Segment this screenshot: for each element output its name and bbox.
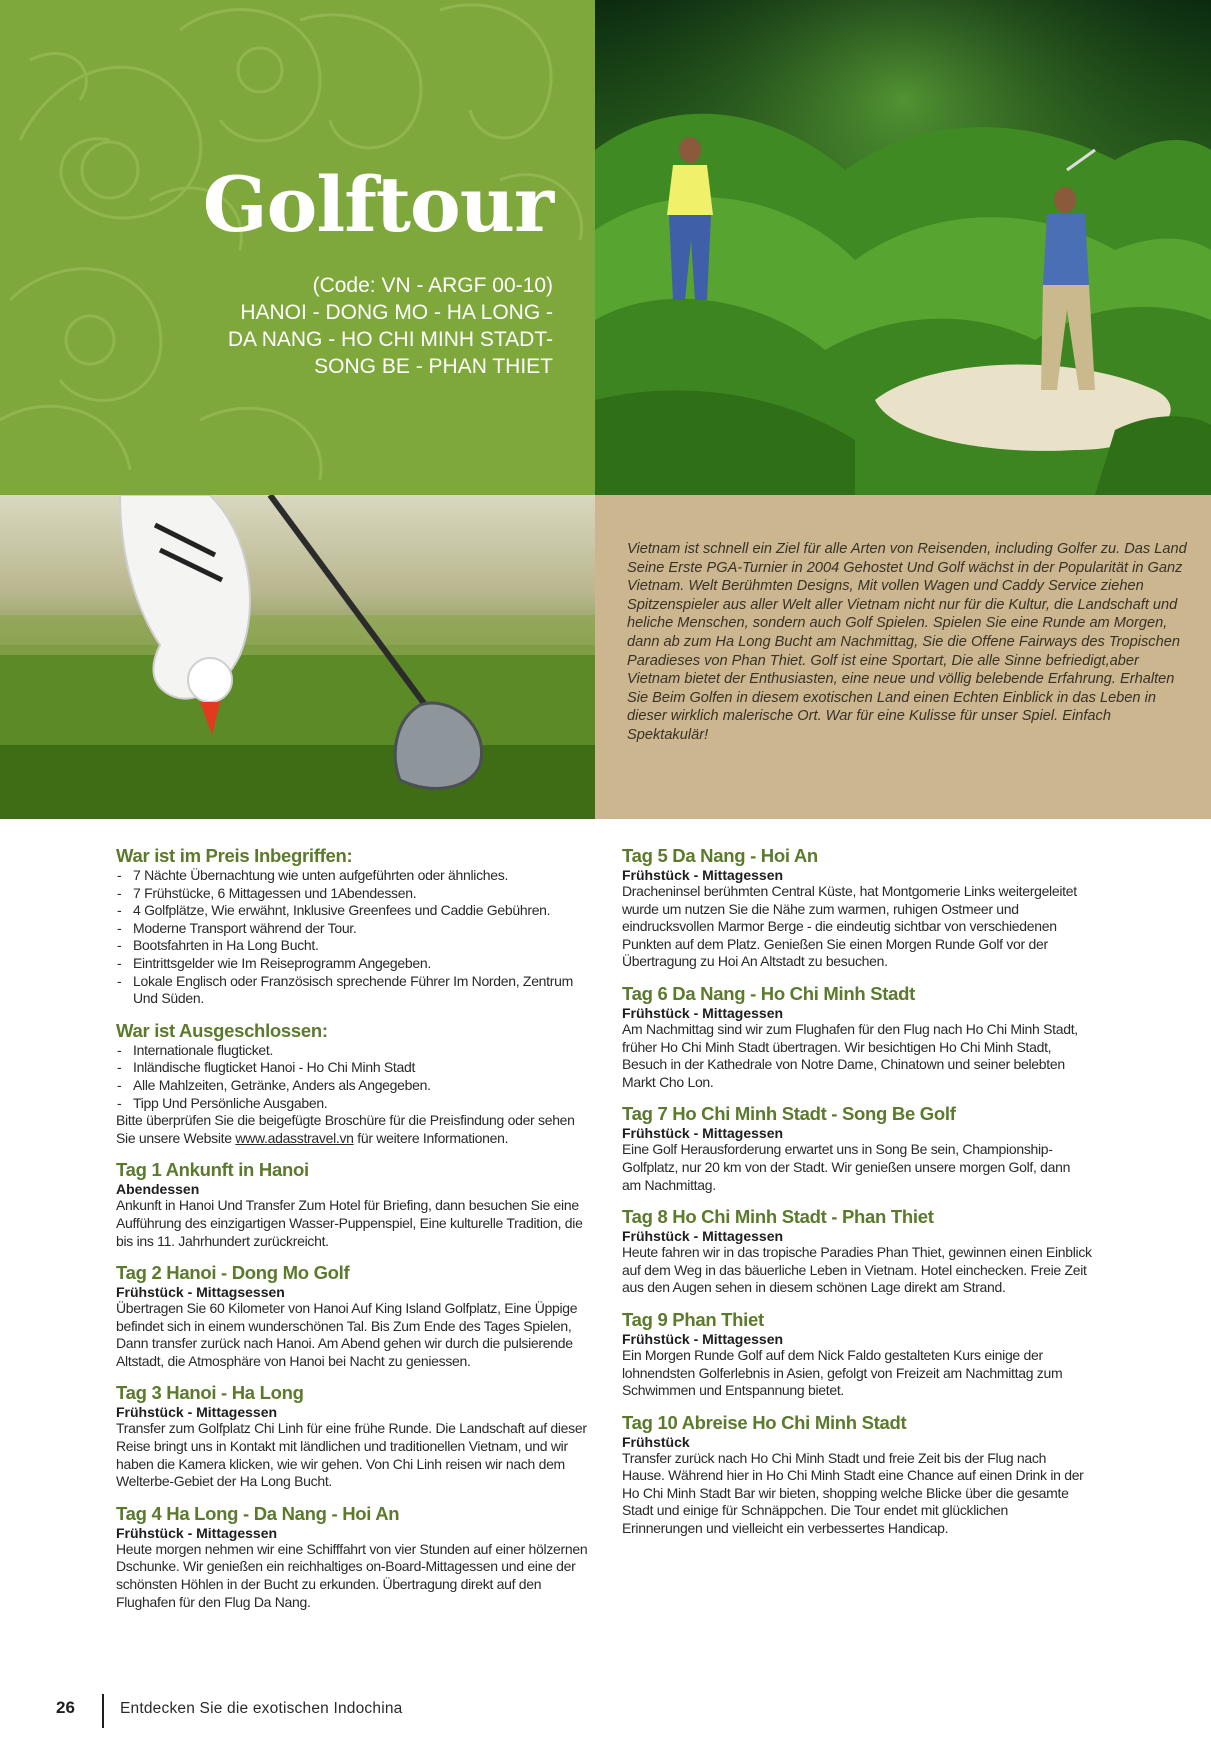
left-column — [116, 845, 596, 1611]
day-5 — [622, 845, 1092, 971]
day-description: Übertragen Sie 60 Kilometer von Hanoi Auf King Island Golfplatz, Eine Üppige befindet sich in einem wunderschönen Tal. Bis Zum Ende des Tages Spielen, Dann transfer zurück nach Hanoi. Am Abend gehen wir durch die pulsierende Altstadt, die Atmosphäre von Hanoi bei Nacht zu geniessen. — [116, 1300, 578, 1369]
list-item: - Internationale flugticket. — [116, 1042, 596, 1060]
day-meals: Frühstück - Mittagessen — [622, 1004, 784, 1021]
day-title: Tag 8 Ho Chi Minh Stadt - Phan Thiet — [622, 1206, 934, 1228]
day-description: Heute fahren wir in das tropische Paradies Phan Thiet, gewinnen einen Einblick auf dem Weg in das bäuerliche Leben in Vietnam. Hotel einchecken. Freie Zeit aus den Augen sehen in diesem schönen Lage direkt am Strand. — [622, 1244, 1092, 1296]
day-title: Tag 9 Phan Thiet — [622, 1308, 764, 1330]
day-title: Tag 3 Hanoi - Ha Long — [116, 1382, 304, 1404]
list-item: - Inländische flugticket Hanoi - Ho Chi Minh Stadt — [116, 1059, 596, 1077]
list-item: - Bootsfahrten in Ha Long Bucht. — [116, 937, 596, 955]
website-link[interactable]: www.adasstravel.vn — [235, 1129, 354, 1146]
day-description: Transfer zurück nach Ho Chi Minh Stadt und freie Zeit bis der Flug nach Hause. Während hier in Ho Chi Minh Stadt eine Chance auf einen Drink in der Ho Chi Minh Stadt Bar wir bieten, shopping welche Blicke über die gesamte Stadt und einige für Schnäppchen. Die Tour endet mit glücklichen Erinnerungen und vielleicht ein verbessertes Handicap. — [622, 1449, 1084, 1537]
golf-course-illustration — [595, 0, 1211, 495]
list-item: - 4 Golfplätze, Wie erwähnt, Inklusive Greenfees und Caddie Gebühren. — [116, 902, 596, 920]
day-8 — [622, 1206, 1092, 1297]
day-4 — [116, 1503, 596, 1611]
list-item: - Lokale Englisch oder Französisch sprechende Führer Im Norden, Zentrum Und Süden. — [116, 973, 596, 1008]
day-description: Eine Golf Herausforderung erwartet uns in Song Be sein, Championship-Golfplatz, nur 20 km von der Stadt. Wir genießen unsere morgen Golf, dann am Nachmittag. — [622, 1141, 1071, 1193]
list-item: - Eintrittsgelder wie Im Reiseprogramm Angegeben. — [116, 955, 596, 973]
day-title: Tag 1 Ankunft in Hanoi — [116, 1159, 309, 1181]
route-line: SONG BE - PHAN THIET — [314, 355, 553, 378]
pricing-note-text: Bitte überprüfen Sie die beigefügte Broschüre für die Preisfindung oder sehen Sie unsere Website — [116, 1112, 575, 1146]
day-description: Transfer zum Golfplatz Chi Linh für eine frühe Runde. Die Landschaft auf dieser Reise bringt uns in Kontakt mit ländlichen und traditionellen Vietnam, und wir haben die Kamera klicken, wie wir gehen. Von Chi Linh reisen wir nach dem Welterbe-Gebiet der Ha Long Bucht. — [116, 1420, 587, 1490]
day-title: Tag 10 Abreise Ho Chi Minh Stadt — [622, 1411, 907, 1433]
page-title: Golftour — [202, 160, 553, 249]
day-description: Heute morgen nehmen wir eine Schifffahrt von vier Stunden auf einer hölzernen Dschunke. Wir genießen ein reichhaltiges on-Board-Mittagessen und eine der schönsten Höhlen in der Bucht zu erkunden. Übertragung direkt auf den Flughafen für den Flug Da Nang. — [116, 1540, 588, 1610]
day-meals: Frühstück - Mittagessen — [622, 1125, 784, 1142]
excluded-list — [116, 1042, 596, 1112]
list-item: - 7 Nächte Übernachtung wie unten aufgeführten oder ähnliches. — [116, 867, 596, 885]
day-meals: Abendessen — [116, 1181, 200, 1198]
day-2 — [116, 1262, 596, 1370]
right-column — [622, 845, 1092, 1538]
day-meals: Frühstück - Mittagessen — [116, 1404, 278, 1421]
day-10 — [622, 1412, 1092, 1538]
included-list — [116, 867, 596, 1008]
excluded-heading: War ist Ausgeschlossen: — [116, 1019, 328, 1041]
pricing-note-text-end: für weitere Informationen. — [353, 1129, 509, 1146]
title-panel — [0, 0, 595, 495]
day-title: Tag 6 Da Nang - Ho Chi Minh Stadt — [622, 982, 915, 1004]
day-meals: Frühstück - Mittagessen — [116, 1524, 278, 1541]
included-heading: War ist im Preis Inbegriffen: — [116, 845, 353, 866]
day-meals: Frühstück — [622, 1433, 690, 1450]
day-1 — [116, 1159, 596, 1250]
list-item: - Alle Mahlzeiten, Getränke, Anders als Angegeben. — [116, 1077, 596, 1095]
route-line: DA NANG - HO CHI MINH STADT- — [227, 328, 553, 351]
route-line: HANOI - DONG MO - HA LONG - — [240, 301, 553, 324]
page-number: 26 — [56, 1698, 75, 1717]
day-meals: Frühstück - Mittagessen — [622, 1228, 784, 1245]
day-description: Am Nachmittag sind wir zum Flughafen für den Flug nach Ho Chi Minh Stadt, früher Ho Chi Minh Stadt übertragen. Wir besichtigen Ho Chi Minh Stadt, Besuch in der Kathedrale von Notre Dame, Chinatown und seiner belebten Markt Cho Lon. — [622, 1020, 1078, 1090]
day-title: Tag 7 Ho Chi Minh Stadt - Song Be Golf — [622, 1103, 956, 1125]
day-description: Ankunft in Hanoi Und Transfer Zum Hotel für Briefing, dann besuchen Sie eine Aufführung des einzigartigen Wasser-Puppenspiel, Eine kulturelle Tradition, die bis ins 11. Jahrhundert zurückreicht. — [116, 1197, 583, 1249]
footer-divider — [102, 1694, 104, 1728]
day-3 — [116, 1382, 596, 1490]
day-description: Ein Morgen Runde Golf auf dem Nick Faldo gestalteten Kurs einige der lohnendsten Golferlebnis in Asien, gefolgt von Freizeit am Nachmittag zum Schwimmen und Entspannung bietet. — [622, 1346, 1063, 1399]
list-item: - Tipp Und Persönliche Ausgaben. — [116, 1095, 596, 1113]
day-description: Dracheninsel berühmten Central Küste, hat Montgomerie Links weitergeleitet wurde um nutzen Sie die Nähe zum warmen, ruhigen Ostmeer und eindrucksvollen Marmor Berge - die eindeutig sichtbar von verschiedenen Punkten auf dem Platz. Genießen Sie einen Morgen Runde Golf vor der Übertragung zu Hoi An Altstadt zu besuchen. — [622, 883, 1077, 970]
day-title: Tag 4 Ha Long - Da Nang - Hoi An — [116, 1502, 400, 1524]
pricing-note — [116, 1112, 596, 1147]
tour-code: (Code: VN - ARGF 00-10) — [312, 274, 553, 297]
day-meals: Frühstück - Mittagsessen — [116, 1284, 285, 1301]
day-title: Tag 2 Hanoi - Dong Mo Golf — [116, 1262, 350, 1284]
day-meals: Frühstück - Mittagessen — [622, 867, 784, 883]
day-meals: Frühstück - Mittagessen — [622, 1330, 784, 1347]
footer-tagline: Entdecken Sie die exotischen Indochina — [120, 1700, 403, 1717]
golf-course-photo — [595, 0, 1211, 495]
tour-route — [133, 272, 553, 380]
list-item: - 7 Frühstücke, 6 Mittagessen und 1Abendessen. — [116, 885, 596, 903]
day-title: Tag 5 Da Nang - Hoi An — [622, 845, 818, 866]
intro-panel — [595, 495, 1211, 819]
list-item: - Moderne Transport während der Tour. — [116, 920, 596, 938]
golf-tee-illustration — [0, 495, 595, 819]
day-6 — [622, 983, 1092, 1091]
hero-section — [0, 0, 1211, 819]
intro-text: Vietnam ist schnell ein Ziel für alle Arten von Reisenden, including Golfer zu. Das Land Seine Erste PGA-Turnier in 2004 Gehostet Und Golf wächst in der Popularität in Ganz Vietnam. Welt Berühmten Designs, Mit vollen Wagen und Caddy Service ziehen Spitzenspieler aus aller Welt aller Vietnam nicht nur für die Kultur, die Landschaft und heliche Menschen, sondern auch Golf Spielen. Spielen Sie eine Runde am Morgen, dann ab zum Ha Long Bucht am Nachmittag, Sie die Offene Fairways des Tropischen Paradieses von Phan Thiet. Golf ist eine Sportart, Die alle Sinne befriedigt,aber Vietnam bietet der Enthusiasten, eine neue und völlig belebende Erfahrung. Erhalten Sie Beim Golfen in diesem exotischen Land einen Echten Einblick in das Leben in dieser wirklich malerische Ort. War für eine Kulisse für unser Spiel. Einfach Spektakulär! — [627, 541, 1187, 743]
day-9 — [622, 1309, 1092, 1400]
golf-tee-photo — [0, 495, 595, 819]
day-7 — [622, 1103, 1092, 1194]
